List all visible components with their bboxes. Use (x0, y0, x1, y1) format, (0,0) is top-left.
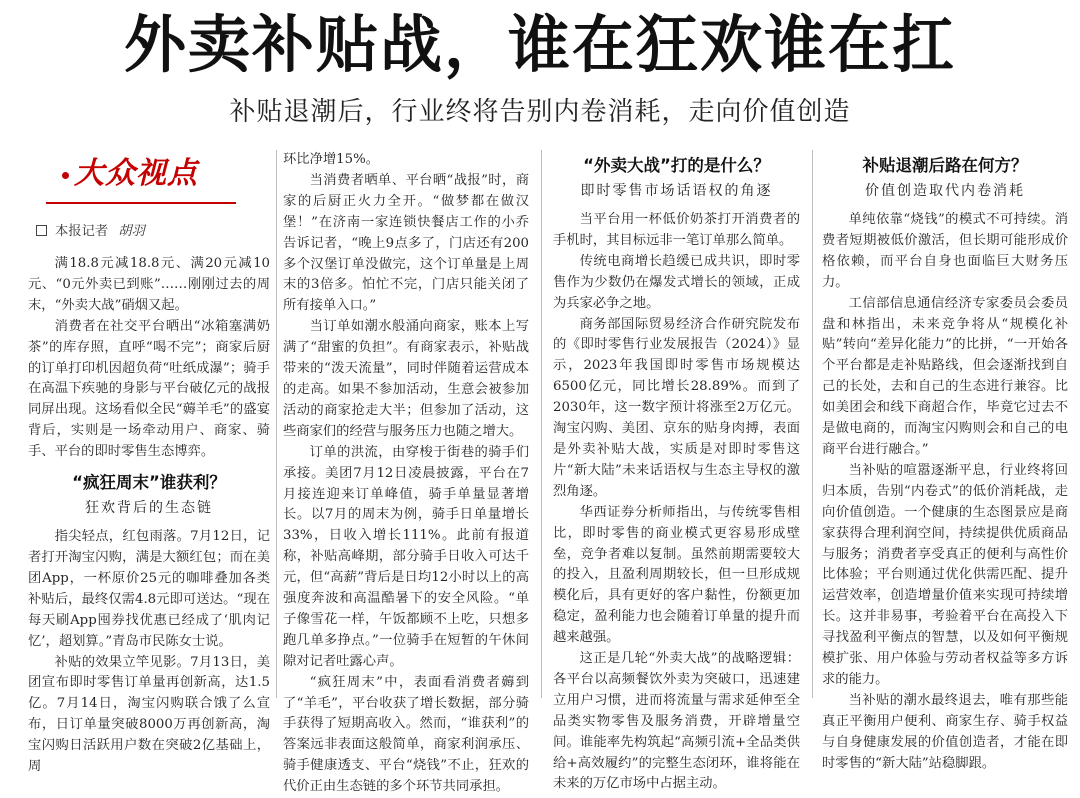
article-column-4 (822, 150, 1068, 774)
paragraph: 补贴的效果立竿见影。7月13日，美团宣布即时零售订单量再创新高，达1.5亿。7月14日，淘宝闪购联合饿了么宣布，日订单量突破8000万再创新高，淘宝闪购日活跃用户数在突破2亿基础上，周 (28, 654, 270, 775)
section-subtitle: 即时零售市场话语权的角逐 (580, 183, 773, 199)
section-logo (46, 158, 246, 210)
paragraph: 环比净增15%。 (283, 152, 380, 167)
logo-underline (46, 202, 236, 204)
paragraph: “疯狂周末”中，表面看消费者薅到了“羊毛”，平台收获了增长数据，部分骑手获得了短期高收入。然而，“谁获利”的答案远非表面这般简单，商家利润承压、骑手健康透支、平台“烧钱”不止，狂欢的代价正由生态链的多个环节共同承担。 (283, 674, 529, 795)
article-column-1 (28, 150, 270, 778)
paragraph: 当补贴的潮水最终退去，唯有那些能真正平衡用户便利、商家生存、骑手权益与自身健康发展的价值创造者，才能在即时零售的“新大陆”站稳脚跟。 (822, 692, 1068, 771)
paragraph: 指尖轻点，红包雨落。7月12日，记者打开淘宝闪购，满是大额红包；而在美团App，一杯原价25元的咖啡叠加各类补贴后，最终仅需4.8元即可送达。“现在每天刷App囤券找优惠已经成了‘肌肉记忆’，超划算。”青岛市民陈女士说。 (28, 529, 270, 649)
paragraph: 这正是几轮“外卖大战”的战略逻辑：各平台以高频餐饮外卖为突破口，迅速建立用户习惯，进而将流量与需求延伸至全品类实物零售及服务消费，开辟增量空间。谁能率先构筑起“高频引流+全品类供给+高效履约”的完整生态闭环，谁将能在未来的万亿市场中占据主动。 (553, 651, 800, 792)
paragraph: 满18.8元减18.8元、满20元减10元、“0元外卖已到账”……刚刚过去的周末，“外卖大战”硝烟又起。 (28, 256, 270, 313)
paragraph: 当平台用一杯低价奶茶打开消费者的手机时，其目标远非一笔订单那么简单。 (553, 212, 800, 248)
section-title: “疯狂周末”谁获利？ (72, 473, 226, 493)
paragraph: 订单的洪流，由穿梭于街巷的骑手们承接。美团7月12日凌晨披露，平台在7月接连迎来订单峰值，骑手单量显著增长。以7月的周末为例，骑手日单量增长33%，日收入增长111%。此前有报道称，补贴高峰期，部分骑手日收入可达千元，但“高薪”背后是日均12小时以上的高强度奔波和高温酷暑下的安全风险。“单子像雪花一样，午饭都顾不上吃，只想多跑几单多挣点。”一位骑手在短暂的午休间隙对记者吐露心声。 (283, 444, 529, 669)
page-subheadline: 补贴退潮后，行业终将告别内卷消耗，走向价值创造 (229, 97, 851, 127)
paragraph: 消费者在社交平台晒出“冰箱塞满奶茶”的库存照，直呼“喝不完”；商家后厨的订单打印机因超负荷“吐纸成瀑”；骑手在高温下疾驰的身影与平台破亿元的战报同屏出现。这场看似全民“薅羊毛”的盛宴背后，实则是一场牵动用户、商家、骑手、平台的即时零售生态博弈。 (28, 318, 270, 460)
paragraph: 当订单如潮水般涌向商家，账本上写满了“甜蜜的负担”。有商家表示，补贴战带来的“泼天流量”，同时伴随着运营成本的走高。如果不参加活动，生意会被参加活动的商家抢走大半；但参加了活动，这些商家们的经营与服务压力也随之增大。 (283, 319, 529, 439)
section-title: “外卖大战”打的是什么？ (583, 156, 770, 175)
paragraph: 当消费者晒单、平台晒“战报”时，商家的后厨正火力全开。“做梦都在做汉堡！”在济南一家连锁快餐店工作的小乔告诉记者，“晚上9点多了，门店还有200多个汉堡订单没做完，这个订单量是上周末的3倍多。怕忙不完，门店只能关闭了所有接单入口。” (283, 172, 529, 314)
article-column-3 (553, 150, 800, 795)
square-bullet-icon (36, 225, 47, 236)
paragraph: 华西证券分析师指出，与传统零售相比，即时零售的商业模式更容易形成壁垒，竞争者难以复制。虽然前期需要较大的投入，且盈利周期较长，但一旦形成规模化后，具有更好的客户黏性，份额更加稳定，盈利能力也会随着订单量的提升而越来越强。 (553, 504, 800, 646)
column-divider (541, 150, 542, 698)
section-title: 补贴退潮后路在何方？ (862, 156, 1028, 175)
paragraph: 工信部信息通信经济专家委员会委员盘和林指出，未来竞争将从“规模化补贴”转向“差异化能力”的比拼，“一开始各个平台都是走补贴路线，但会逐渐找到自己的长处，去和自己的生态进行兼容。比如美团会和线下商超合作，毕竟它过去不是做电商的，而淘宝闪购则会和自己的电商平台进行融合。” (822, 295, 1068, 457)
article-column-2 (283, 150, 529, 798)
byline-author: 胡羽 (118, 224, 145, 239)
logo-text: 大众视点 (74, 156, 198, 191)
paragraph: 单纯依靠“烧钱”的模式不可持续。消费者短期被低价激活，但长期可能形成价格依赖，而平台自身也面临巨大财务压力。 (822, 212, 1068, 290)
column-divider (276, 150, 277, 698)
paragraph: 传统电商增长趋缓已成共识，即时零售作为少数仍在爆发式增长的领域，正成为兵家必争之地。 (553, 253, 800, 311)
byline-role: 本报记者 (55, 224, 109, 239)
byline (36, 222, 270, 242)
paragraph: 商务部国际贸易经济合作研究院发布的《即时零售行业发展报告（2024）》显示，2023年我国即时零售市场规模达6500亿元，同比增长28.89%。而到了2030年，这一数字预计将涨至2万亿元。淘宝闪购、美团、京东的贴身肉搏，表面是外卖补贴大战，实质是对即时零售这片“新大陆”未来话语权与生态主导权的激烈角逐。 (553, 316, 800, 499)
page-headline: 外卖补贴战，谁在狂欢谁在扛 (123, 8, 956, 81)
section-subtitle: 狂欢背后的生态链 (85, 500, 213, 517)
column-divider (812, 150, 813, 698)
paragraph: 当补贴的喧嚣逐渐平息，行业终将回归本质，告别“内卷式”的低价消耗战，走向价值创造。一个健康的生态图景应是商家获得合理利润空间，持续提供优质商品与服务；消费者享受真正的便利与高性价比体验；平台则通过优化供需匹配、提升运营效率，创造增量价值来实现可持续增长。这并非易事，考验着平台在高投入下寻找盈利平衡点的智慧，以及如何平衡规模扩张、用户体验与劳动者权益等多方诉求的能力。 (822, 462, 1068, 687)
logo-dot-icon (62, 172, 69, 179)
section-subtitle: 价值创造取代内卷消耗 (865, 183, 1025, 199)
